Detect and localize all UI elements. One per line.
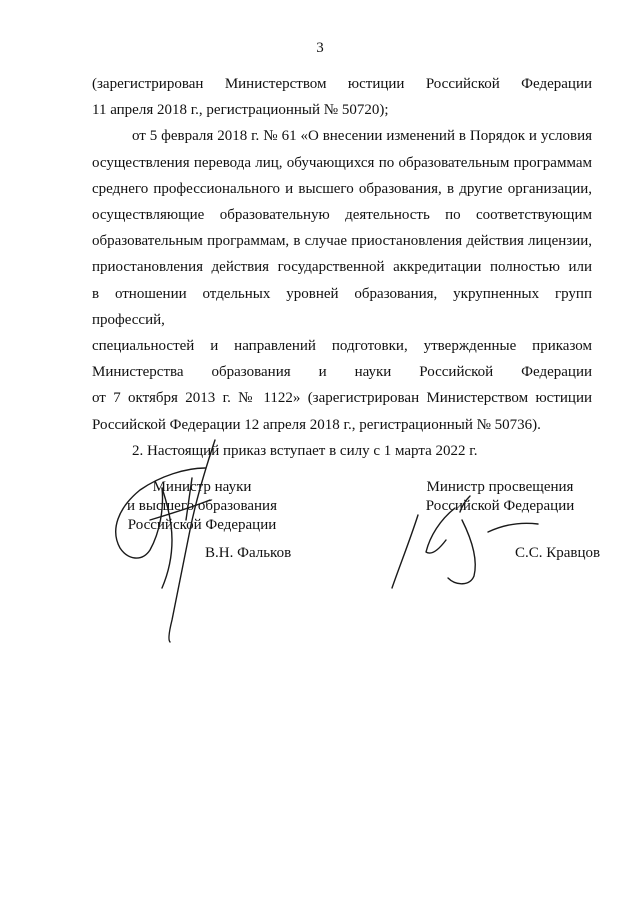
paragraph-effective-date: 2. Настоящий приказ вступает в силу с 1 марта 2022 г. (132, 442, 478, 459)
signatory-title-line: Министр науки (152, 479, 252, 495)
signatory-title-line: и высшего образования (127, 498, 277, 514)
page-number: 3 (316, 40, 324, 56)
text-line: от 5 февраля 2018 г. № 61 «О внесении изменений в Порядок и условия (132, 128, 592, 145)
signature-left-stroke (169, 440, 215, 642)
text-line: образовательным программам, в случае приостановления действия лицензии, (92, 233, 592, 250)
paragraph-registration-continued (92, 71, 592, 123)
text-line: Российской Федерации 12 апреля 2018 г., регистрационный № 50736). (92, 416, 541, 433)
signatory-name-right: С.С. Кравцов (515, 545, 601, 561)
text-line: от 7 октября 2013 г. № 1122» (зарегистрирован Министерством юстиции (92, 390, 592, 407)
signatory-title-line: Российской Федерации (127, 517, 277, 533)
signatory-title-right (415, 478, 585, 516)
text-line: Министерства образования и науки Российской Федерации (92, 364, 592, 381)
paragraph-order-61 (92, 123, 592, 437)
text-line: в отношении отдельных уровней образования, укрупненных групп профессий, (92, 285, 592, 328)
signature-right-stroke (488, 523, 538, 532)
signatory-title-left (117, 478, 287, 535)
signature-right-stroke (392, 515, 418, 588)
signatory-title-line: Российской Федерации (425, 498, 575, 514)
text-line: осуществления перевода лиц, обучающихся по образовательным программам (92, 154, 592, 171)
text-line: (зарегистрирован Министерством юстиции Российской Федерации (92, 76, 592, 92)
order-body-text (92, 71, 592, 464)
signatory-title-line: Министр просвещения (426, 479, 574, 495)
signatory-name-left: В.Н. Фальков (205, 545, 292, 561)
text-line: 11 апреля 2018 г., регистрационный № 50720); (92, 102, 389, 119)
signature-right-stroke (448, 520, 475, 584)
text-line: специальностей и направлений подготовки, утвержденные приказом (92, 338, 592, 355)
text-line: среднего профессионального и высшего образования, в другие организации, (92, 180, 592, 197)
text-line: осуществляющие образовательную деятельность по соответствующим (92, 207, 592, 224)
text-line: приостановления действия государственной аккредитации полностью или (92, 259, 592, 276)
